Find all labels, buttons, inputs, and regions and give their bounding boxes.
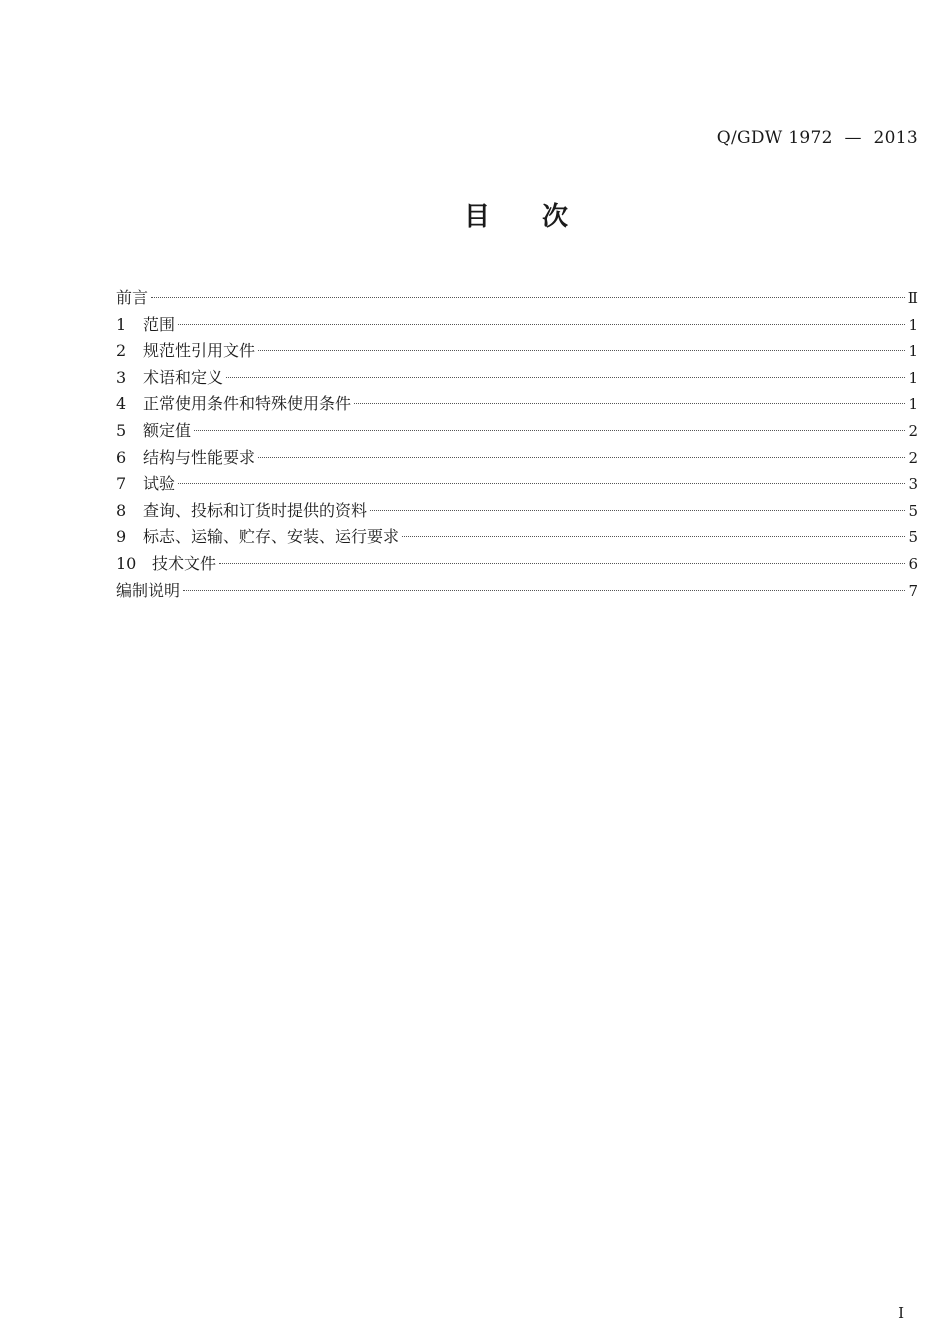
toc-entry-label: 结构与性能要求 [143, 447, 256, 467]
toc-entry-page: 1 [908, 395, 918, 414]
toc-entry-label: 规范性引用文件 [143, 341, 256, 361]
toc-leader [219, 563, 905, 564]
toc-entry-7[interactable] [116, 471, 918, 498]
toc-entry-2[interactable] [116, 338, 918, 365]
toc-entry-page: 5 [908, 528, 918, 547]
toc-entry-number: 4 [116, 394, 127, 414]
toc-entry-number: 8 [116, 500, 127, 520]
toc-title-char-1: 目 [463, 202, 492, 232]
standard-year: 2013 [873, 128, 918, 148]
toc-entry-label: 前言 [116, 288, 149, 307]
toc-entry-page: 5 [908, 501, 918, 520]
toc-leader [151, 297, 905, 298]
toc-entry-label: 范围 [143, 314, 176, 334]
toc-entry-label: 标志、运输、贮存、安装、运行要求 [143, 527, 400, 547]
toc-leader [226, 377, 905, 378]
toc-entry-label: 额定值 [143, 420, 192, 440]
toc-leader [354, 403, 905, 404]
toc-entry-page: 2 [908, 448, 918, 467]
toc-entry-number: 6 [116, 447, 127, 467]
toc-entry-1[interactable] [116, 312, 918, 339]
toc-entry-4[interactable] [116, 391, 918, 418]
toc-entry-compilation-notes[interactable] [116, 578, 918, 605]
toc-entry-number: 5 [116, 420, 127, 440]
toc-leader [183, 590, 905, 591]
standard-dash: — [844, 128, 862, 148]
standard-code [717, 128, 918, 148]
toc-entry-label: 试验 [143, 474, 176, 494]
toc-entry-number: 9 [116, 527, 127, 547]
page-number: I [898, 1304, 904, 1322]
toc-entry-label: 查询、投标和订货时提供的资料 [143, 500, 368, 520]
toc-entry-3[interactable] [116, 365, 918, 392]
toc-entry-page: 6 [908, 554, 918, 573]
toc-entry-number: 1 [116, 314, 127, 334]
toc-entry-10[interactable] [116, 551, 918, 578]
toc-entry-6[interactable] [116, 445, 918, 472]
toc-entry-page: 1 [908, 368, 918, 387]
standard-number: 1972 [788, 128, 833, 148]
toc-entry-number: 7 [116, 474, 127, 494]
toc-leader [194, 430, 905, 431]
toc-title-char-2: 次 [542, 202, 571, 232]
toc-leader [178, 324, 905, 325]
toc-leader [370, 510, 905, 511]
toc-entry-page: 7 [908, 581, 918, 600]
toc-entry-number: 10 [116, 553, 137, 573]
toc-leader [178, 483, 905, 484]
toc-entry-label: 术语和定义 [143, 367, 224, 387]
toc-title [0, 196, 950, 233]
toc-entry-label: 正常使用条件和特殊使用条件 [143, 394, 352, 414]
toc-entry-page: Ⅱ [907, 289, 918, 307]
toc-entry-number: 2 [116, 341, 127, 361]
toc-leader [402, 536, 905, 537]
table-of-contents [116, 285, 918, 604]
toc-entry-label: 技术文件 [152, 553, 217, 573]
toc-leader [258, 350, 905, 351]
toc-entry-label: 编制说明 [116, 580, 181, 600]
toc-entry-9[interactable] [116, 524, 918, 551]
toc-leader [258, 457, 905, 458]
standard-prefix: Q/GDW [716, 128, 783, 148]
toc-entry-page: 2 [908, 421, 918, 440]
toc-entry-page: 3 [908, 475, 918, 494]
toc-entry-5[interactable] [116, 418, 918, 445]
toc-entry-number: 3 [116, 367, 127, 387]
toc-entry-page: 1 [908, 342, 918, 361]
toc-entry-8[interactable] [116, 498, 918, 525]
toc-entry-foreword[interactable] [116, 285, 918, 312]
toc-entry-page: 1 [908, 315, 918, 334]
